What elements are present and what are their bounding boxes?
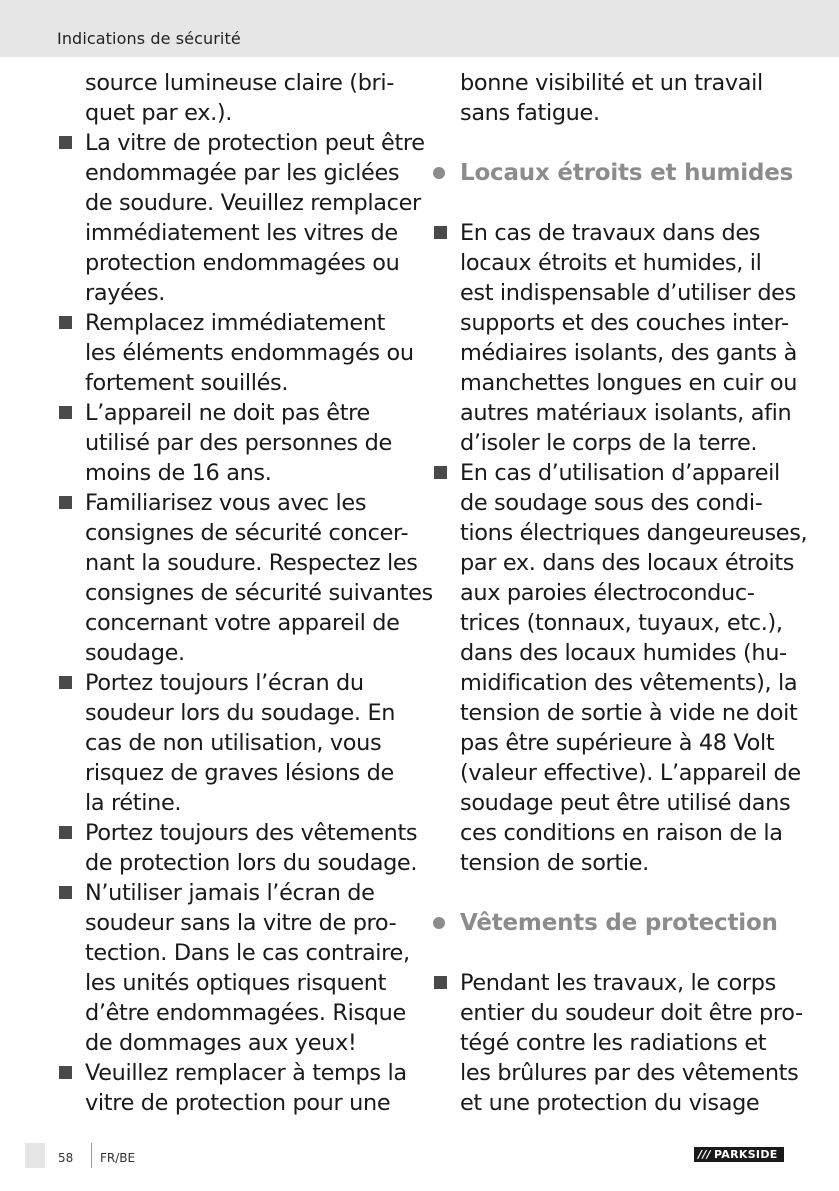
- square-bullet-icon: [59, 316, 72, 329]
- round-bullet-icon: [433, 917, 445, 929]
- section-heading-text: Locaux étroits et humides: [460, 160, 794, 186]
- square-bullet-icon: [59, 136, 72, 149]
- text-line: consignes de sécurité suivantes: [85, 580, 433, 606]
- text-line: entier du soudeur doit être pro-: [460, 1000, 803, 1026]
- text-line: La vitre de protection peut être: [85, 130, 425, 156]
- square-bullet-icon: [59, 496, 72, 509]
- spacer: [432, 938, 792, 968]
- text-line: les éléments endommagés ou: [85, 340, 414, 366]
- text-line: manchettes longues en cuir ou: [460, 370, 798, 396]
- text-line: consignes de sécurité concer-: [85, 520, 409, 546]
- footer-divider: [91, 1143, 92, 1168]
- text-line: soudage.: [85, 640, 185, 666]
- brand-logo: [694, 1147, 784, 1162]
- text-line: moins de 16 ans.: [85, 460, 272, 486]
- text-line: vitre de protection pour une: [85, 1090, 391, 1116]
- text-line: sans fatigue.: [460, 100, 600, 126]
- text-line: Portez toujours l’écran du: [85, 670, 364, 696]
- text-line: de dommages aux yeux!: [85, 1030, 357, 1056]
- text-line: aux paroies électroconduc-: [460, 580, 755, 606]
- text-line: midification des vêtements), la: [460, 670, 798, 696]
- text-line: les unités optiques risquent: [85, 970, 387, 996]
- list-item: [57, 128, 425, 308]
- text-line: immédiatement les vitres de: [85, 220, 398, 246]
- list-item: [57, 818, 417, 878]
- round-bullet-icon: [433, 167, 445, 179]
- text-line: nant la soudure. Respectez les: [85, 550, 418, 576]
- square-bullet-icon: [59, 406, 72, 419]
- text-line: Pendant les travaux, le corps: [460, 970, 776, 996]
- text-line: Familiarisez vous avec les: [85, 490, 367, 516]
- language-code: FR/BE: [100, 1151, 136, 1165]
- text-line: tions électriques dangeureuses,: [460, 520, 808, 546]
- list-item: [432, 968, 803, 1118]
- text-line: soudage peut être utilisé dans: [460, 790, 791, 816]
- text-line: soudeur lors du soudage. En: [85, 700, 396, 726]
- text-line: tension de sortie.: [460, 850, 649, 876]
- list-item: [57, 1058, 417, 1118]
- text-line: rayées.: [85, 280, 166, 306]
- text-line: En cas d’utilisation d’appareil: [460, 460, 780, 486]
- page-header-title: Indications de sécurité: [57, 29, 241, 48]
- text-line: pas être supérieure à 48 Volt: [460, 730, 775, 756]
- text-line: utilisé par des personnes de: [85, 430, 392, 456]
- text-line: tension de sortie à vide ne doit: [460, 700, 798, 726]
- text-line: de soudage sous des condi-: [460, 490, 763, 516]
- text-line: autres matériaux isolants, afin: [460, 400, 792, 426]
- square-bullet-icon: [59, 826, 72, 839]
- text-line: L’appareil ne doit pas être: [85, 400, 370, 426]
- text-line: d’isoler le corps de la terre.: [460, 430, 758, 456]
- text-line: les brûlures par des vêtements: [460, 1060, 799, 1086]
- text-line: de soudure. Veuillez remplacer: [85, 190, 421, 216]
- text-line: tégé contre les radiations et: [460, 1030, 767, 1056]
- text-line: d’être endommagées. Risque: [85, 1000, 406, 1026]
- spacer: [432, 128, 792, 158]
- list-item: [57, 878, 417, 1058]
- square-bullet-icon: [59, 1066, 72, 1079]
- brand-name: PARKSIDE: [713, 1148, 778, 1161]
- text-line: locaux étroits et humides, il: [460, 250, 762, 276]
- right-column: [432, 68, 808, 1118]
- text-line: et une protection du visage: [460, 1090, 760, 1116]
- left-column: [57, 68, 433, 1118]
- text-line: risquez de graves lésions de: [85, 760, 394, 786]
- section-heading: [432, 158, 792, 188]
- text-line: la rétine.: [85, 790, 182, 816]
- text-line: ces conditions en raison de la: [460, 820, 783, 846]
- square-bullet-icon: [434, 226, 447, 239]
- list-item: [57, 398, 417, 488]
- text-line: par ex. dans des locaux étroits: [460, 550, 795, 576]
- brand-slashes: ///: [698, 1148, 711, 1161]
- text-line: soudeur sans la vitre de pro-: [85, 910, 397, 936]
- list-item: [432, 218, 798, 458]
- text-line: trices (tonnaux, tuyaux, etc.),: [460, 610, 783, 636]
- text-line: quet par ex.).: [85, 100, 233, 126]
- text-line: concernant votre appareil de: [85, 610, 400, 636]
- text-line: source lumineuse claire (bri-: [85, 70, 395, 96]
- spacer: [432, 878, 792, 908]
- text-line: Veuillez remplacer à temps la: [85, 1060, 407, 1086]
- text-line: protection endommagées ou: [85, 250, 400, 276]
- page-number: 58: [58, 1151, 74, 1165]
- text-line: bonne visibilité et un travail: [460, 70, 763, 96]
- text-line: endommagée par les giclées: [85, 160, 400, 186]
- square-bullet-icon: [59, 676, 72, 689]
- list-item: [57, 308, 417, 398]
- text-line: En cas de travaux dans des: [460, 220, 761, 246]
- list-item: [57, 668, 417, 818]
- text-line: (valeur effective). L’appareil de: [460, 760, 801, 786]
- list-item: [57, 488, 433, 668]
- header-band: [0, 0, 839, 57]
- text-line: cas de non utilisation, vous: [85, 730, 382, 756]
- spacer: [432, 188, 792, 218]
- text-line: dans des locaux humides (hu-: [460, 640, 787, 666]
- text-line: médiaires isolants, des gants à: [460, 340, 797, 366]
- text-line: N’utiliser jamais l’écran de: [85, 880, 375, 906]
- text-line: fortement souillés.: [85, 370, 289, 396]
- text-line: Portez toujours des vêtements: [85, 820, 418, 846]
- square-bullet-icon: [434, 466, 447, 479]
- section-heading-text: Vêtements de protection: [460, 910, 778, 936]
- square-bullet-icon: [59, 886, 72, 899]
- square-bullet-icon: [434, 976, 447, 989]
- text-line: est indispensable d’utiliser des: [460, 280, 796, 306]
- text-line: tection. Dans le cas contraire,: [85, 940, 410, 966]
- text-line: supports et des couches inter-: [460, 310, 789, 336]
- list-item: [432, 458, 808, 878]
- section-heading: [432, 908, 792, 938]
- text-line: de protection lors du soudage.: [85, 850, 418, 876]
- text-line: Remplacez immédiatement: [85, 310, 386, 336]
- footer-marker: [25, 1143, 45, 1168]
